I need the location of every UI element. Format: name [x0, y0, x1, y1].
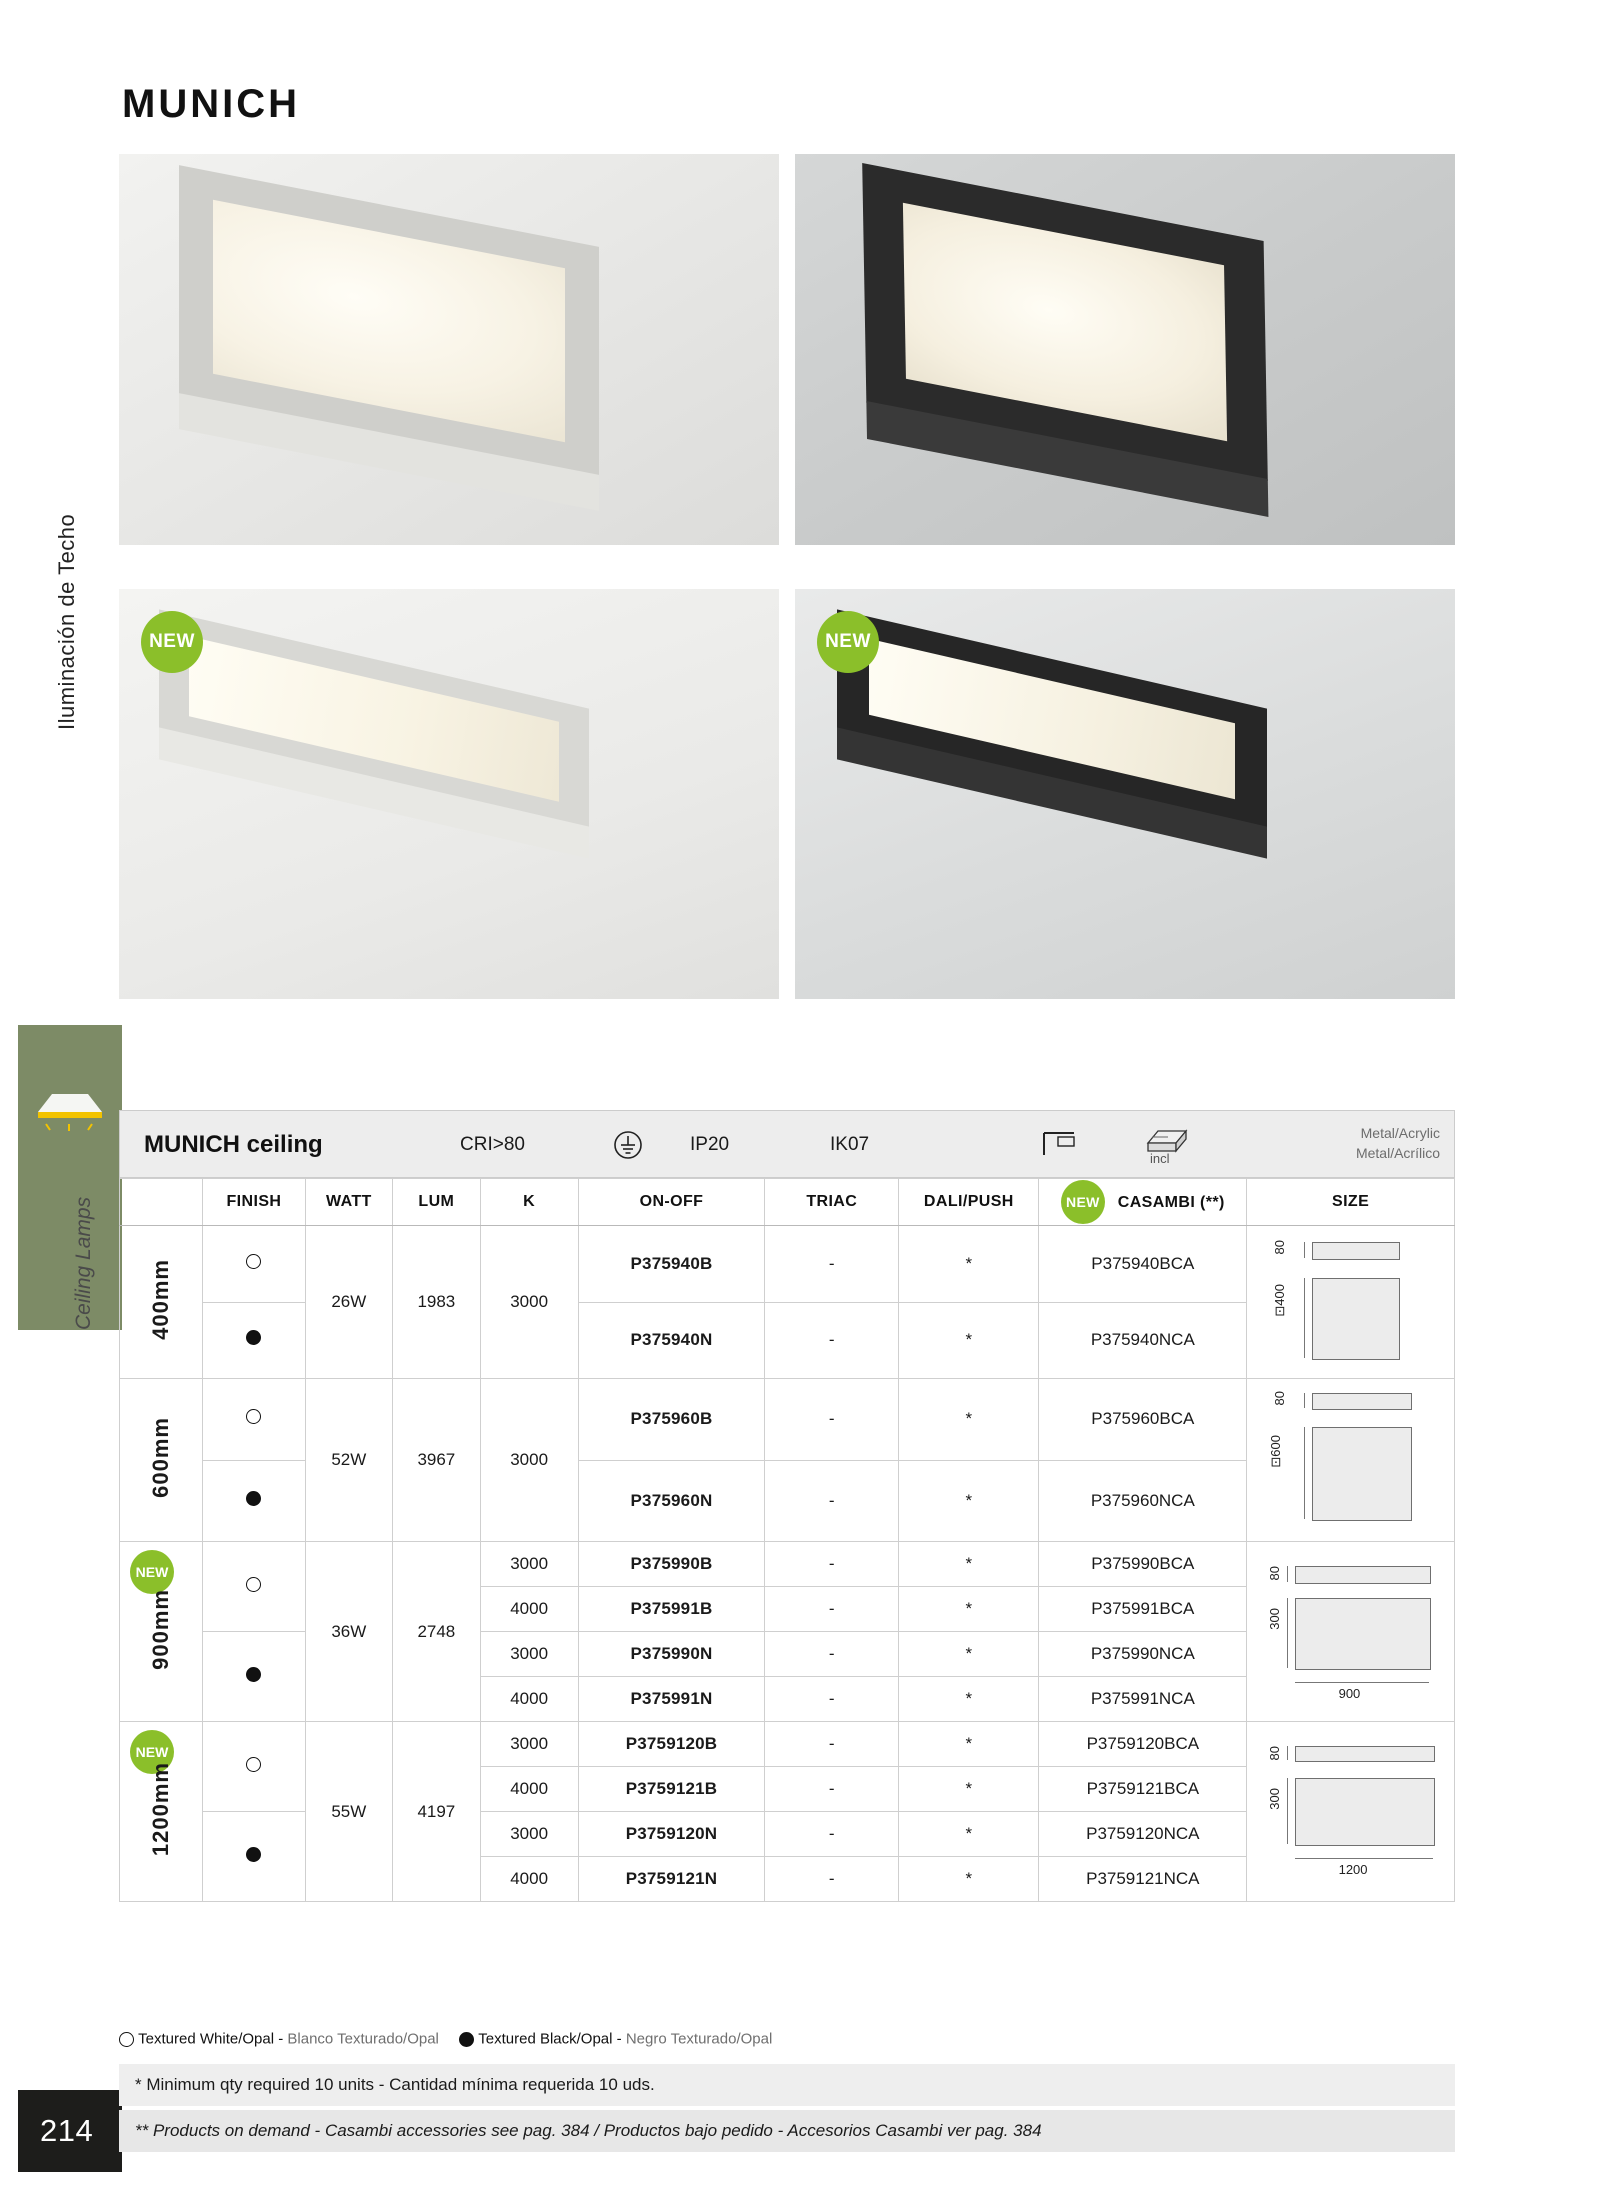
lum-400: 1983: [393, 1226, 481, 1379]
triac-cell: -: [765, 1379, 899, 1461]
fixture-rect-black: [837, 609, 1267, 828]
dali-cell: *: [899, 1542, 1039, 1587]
dali-cell: *: [899, 1677, 1039, 1722]
k-400: 3000: [480, 1226, 578, 1379]
dali-cell: *: [899, 1857, 1039, 1902]
dali-cell: *: [899, 1460, 1039, 1542]
size-width-label: 900: [1338, 1685, 1361, 1701]
product-table: [119, 1178, 1455, 1902]
dali-cell: *: [899, 1632, 1039, 1677]
new-badge: NEW: [130, 1550, 174, 1594]
casambi-code: P3759121BCA: [1039, 1767, 1247, 1812]
size-side-label: ⊡400: [1271, 1284, 1287, 1317]
triac-cell: -: [765, 1226, 899, 1303]
triac-cell: -: [765, 1460, 899, 1542]
finish-white: [203, 1542, 305, 1632]
note-products-on-demand: ** Products on demand - Casambi accessories see pag. 384 / Productos bajo pedido - Accesorios Casambi ver pag. 384: [119, 2110, 1455, 2152]
finish-white: [203, 1226, 305, 1303]
col-head-finish: FINISH: [203, 1179, 305, 1226]
fixture-square-white: [179, 165, 599, 477]
k-cell: 3000: [480, 1632, 578, 1677]
legend-black-en: Textured Black/Opal -: [478, 2030, 622, 2048]
lum-600: 3967: [393, 1379, 481, 1542]
page-number: 214: [40, 2113, 94, 2148]
page-title: MUNICH: [122, 82, 300, 126]
legend-white-dot: [119, 2032, 134, 2047]
spec-ip-rating: IP20: [690, 1134, 730, 1155]
onoff-code: P375991B: [578, 1587, 765, 1632]
ceiling-lamp-icon: [32, 1078, 106, 1132]
triac-cell: -: [765, 1722, 899, 1767]
watt-400: 26W: [305, 1226, 393, 1379]
side-label-es: Iluminación de Techo: [54, 513, 79, 730]
onoff-code: P375940N: [578, 1302, 765, 1379]
finish-white: [203, 1379, 305, 1461]
k-cell: 4000: [480, 1587, 578, 1632]
k-cell: 4000: [480, 1677, 578, 1722]
note-minimum-qty: * Minimum qty required 10 units - Cantidad mínima requerida 10 uds.: [119, 2064, 1455, 2106]
spec-cri: CRI>80: [460, 1134, 525, 1155]
dali-cell: *: [899, 1226, 1039, 1303]
spec-header: [119, 1110, 1455, 1178]
finish-black: [203, 1302, 305, 1379]
casambi-code: P375960NCA: [1039, 1460, 1247, 1542]
col-head-watt: WATT: [305, 1179, 393, 1226]
munich-square-black-photo: [795, 154, 1455, 545]
side-green-block: [18, 1025, 122, 1330]
triac-cell: -: [765, 1587, 899, 1632]
casambi-code: P375991NCA: [1039, 1677, 1247, 1722]
size-diagram-600: [1247, 1379, 1455, 1542]
legend-black-dot: [459, 2032, 474, 2047]
dali-cell: *: [899, 1812, 1039, 1857]
legend-white-en: Textured White/Opal -: [138, 2030, 284, 2048]
side-rail: [0, 0, 122, 2204]
side-label-en: Ceiling Lamps: [72, 1196, 95, 1330]
dali-cell: *: [899, 1587, 1039, 1632]
material-en: Metal/Acrylic: [1360, 1125, 1440, 1141]
material-info: [1356, 1123, 1440, 1164]
col-head-dali: DALI/PUSH: [899, 1179, 1039, 1226]
size-diagram-900: [1247, 1542, 1455, 1722]
triac-cell: -: [765, 1812, 899, 1857]
col-head-triac: TRIAC: [765, 1179, 899, 1226]
k-600: 3000: [480, 1379, 578, 1542]
size-height-label: 300: [1266, 1607, 1282, 1630]
triac-cell: -: [765, 1542, 899, 1587]
triac-cell: -: [765, 1632, 899, 1677]
lum-1200: 4197: [393, 1722, 481, 1902]
col-head-casambi-label: CASAMBI (**): [1117, 1193, 1225, 1211]
fixture-square-black: [862, 163, 1268, 481]
onoff-code: P375940B: [578, 1226, 765, 1303]
group-label-400: [120, 1226, 203, 1379]
group-label-900: [120, 1542, 203, 1722]
driver-included-label: incl: [1150, 1151, 1170, 1166]
group-size-label: 900mm: [148, 1588, 174, 1670]
finish-white: [203, 1722, 305, 1812]
group-label-1200: [120, 1722, 203, 1902]
watt-600: 52W: [305, 1379, 393, 1542]
k-cell: 4000: [480, 1767, 578, 1812]
group-size-label: 600mm: [148, 1417, 174, 1498]
dali-cell: *: [899, 1722, 1039, 1767]
col-head-k: K: [480, 1179, 578, 1226]
onoff-code: P375960B: [578, 1379, 765, 1461]
lum-900: 2748: [393, 1542, 481, 1722]
size-diagram-400: [1247, 1226, 1455, 1379]
group-label-600: [120, 1379, 203, 1542]
k-cell: 3000: [480, 1812, 578, 1857]
casambi-code: P375991BCA: [1039, 1587, 1247, 1632]
casambi-code: P375990NCA: [1039, 1632, 1247, 1677]
legend-white-es: Blanco Texturado/Opal: [287, 2030, 439, 2048]
table-header-row: [120, 1179, 1455, 1226]
size-diagram-1200: [1247, 1722, 1455, 1902]
onoff-code: P3759120B: [578, 1722, 765, 1767]
onoff-code: P375991N: [578, 1677, 765, 1722]
onoff-code: P3759120N: [578, 1812, 765, 1857]
triac-cell: -: [765, 1857, 899, 1902]
munich-rect-black-photo: [795, 589, 1455, 999]
triac-cell: -: [765, 1302, 899, 1379]
dali-cell: *: [899, 1379, 1039, 1461]
table-row: [120, 1722, 1455, 1767]
casambi-code: P3759121NCA: [1039, 1857, 1247, 1902]
casambi-code: P375990BCA: [1039, 1542, 1247, 1587]
finish-black: [203, 1460, 305, 1542]
casambi-code: P375940BCA: [1039, 1226, 1247, 1303]
col-head-onoff: ON-OFF: [578, 1179, 765, 1226]
col-head-casambi: [1039, 1179, 1247, 1226]
fixture-rect-white: [159, 609, 589, 828]
casambi-code: P375940NCA: [1039, 1302, 1247, 1379]
size-depth-label: 80: [1266, 1565, 1282, 1580]
munich-square-white-photo: [119, 154, 779, 545]
col-head-blank: [120, 1179, 203, 1226]
watt-900: 36W: [305, 1542, 393, 1722]
size-width-label: 1200: [1338, 1861, 1368, 1877]
dali-cell: *: [899, 1767, 1039, 1812]
group-size-label: 400mm: [148, 1259, 174, 1340]
new-badge: NEW: [817, 611, 879, 673]
onoff-code: P3759121N: [578, 1857, 765, 1902]
col-head-size: SIZE: [1247, 1179, 1455, 1226]
onoff-code: P375960N: [578, 1460, 765, 1542]
casambi-code: P3759120BCA: [1039, 1722, 1247, 1767]
legend-black-es: Negro Texturado/Opal: [625, 2030, 773, 2048]
casambi-code: P375960BCA: [1039, 1379, 1247, 1461]
triac-cell: -: [765, 1767, 899, 1812]
size-depth-label: 80: [1271, 1391, 1287, 1406]
onoff-code: P3759121B: [578, 1767, 765, 1812]
k-cell: 4000: [480, 1857, 578, 1902]
watt-1200: 55W: [305, 1722, 393, 1902]
k-cell: 3000: [480, 1542, 578, 1587]
group-size-label: 1200mm: [148, 1761, 174, 1857]
onoff-code: P375990N: [578, 1632, 765, 1677]
table-row: [120, 1542, 1455, 1587]
spec-ik-rating: IK07: [830, 1134, 870, 1155]
k-cell: 3000: [480, 1722, 578, 1767]
table-row: [120, 1226, 1455, 1303]
new-badge: NEW: [141, 611, 203, 673]
munich-rect-white-photo: [119, 589, 779, 999]
earth-class-i-icon: [612, 1129, 644, 1166]
finish-black: [203, 1812, 305, 1902]
table-row: [120, 1379, 1455, 1461]
col-head-lum: LUM: [393, 1179, 481, 1226]
triac-cell: -: [765, 1677, 899, 1722]
dali-cell: *: [899, 1302, 1039, 1379]
spec-title: MUNICH ceiling: [144, 1131, 323, 1158]
size-height-label: 300: [1266, 1787, 1282, 1810]
finish-legend: [119, 2030, 1455, 2048]
casambi-code: P3759120NCA: [1039, 1812, 1247, 1857]
material-es: Metal/Acrílico: [1355, 1145, 1440, 1162]
finish-black: [203, 1632, 305, 1722]
size-depth-label: 80: [1271, 1240, 1287, 1255]
new-badge: NEW: [130, 1730, 174, 1774]
size-depth-label: 80: [1266, 1745, 1282, 1760]
surface-mount-icon: [1040, 1127, 1082, 1168]
size-side-label: ⊡600: [1267, 1435, 1283, 1468]
new-badge: NEW: [1061, 1180, 1105, 1224]
onoff-code: P375990B: [578, 1542, 765, 1587]
